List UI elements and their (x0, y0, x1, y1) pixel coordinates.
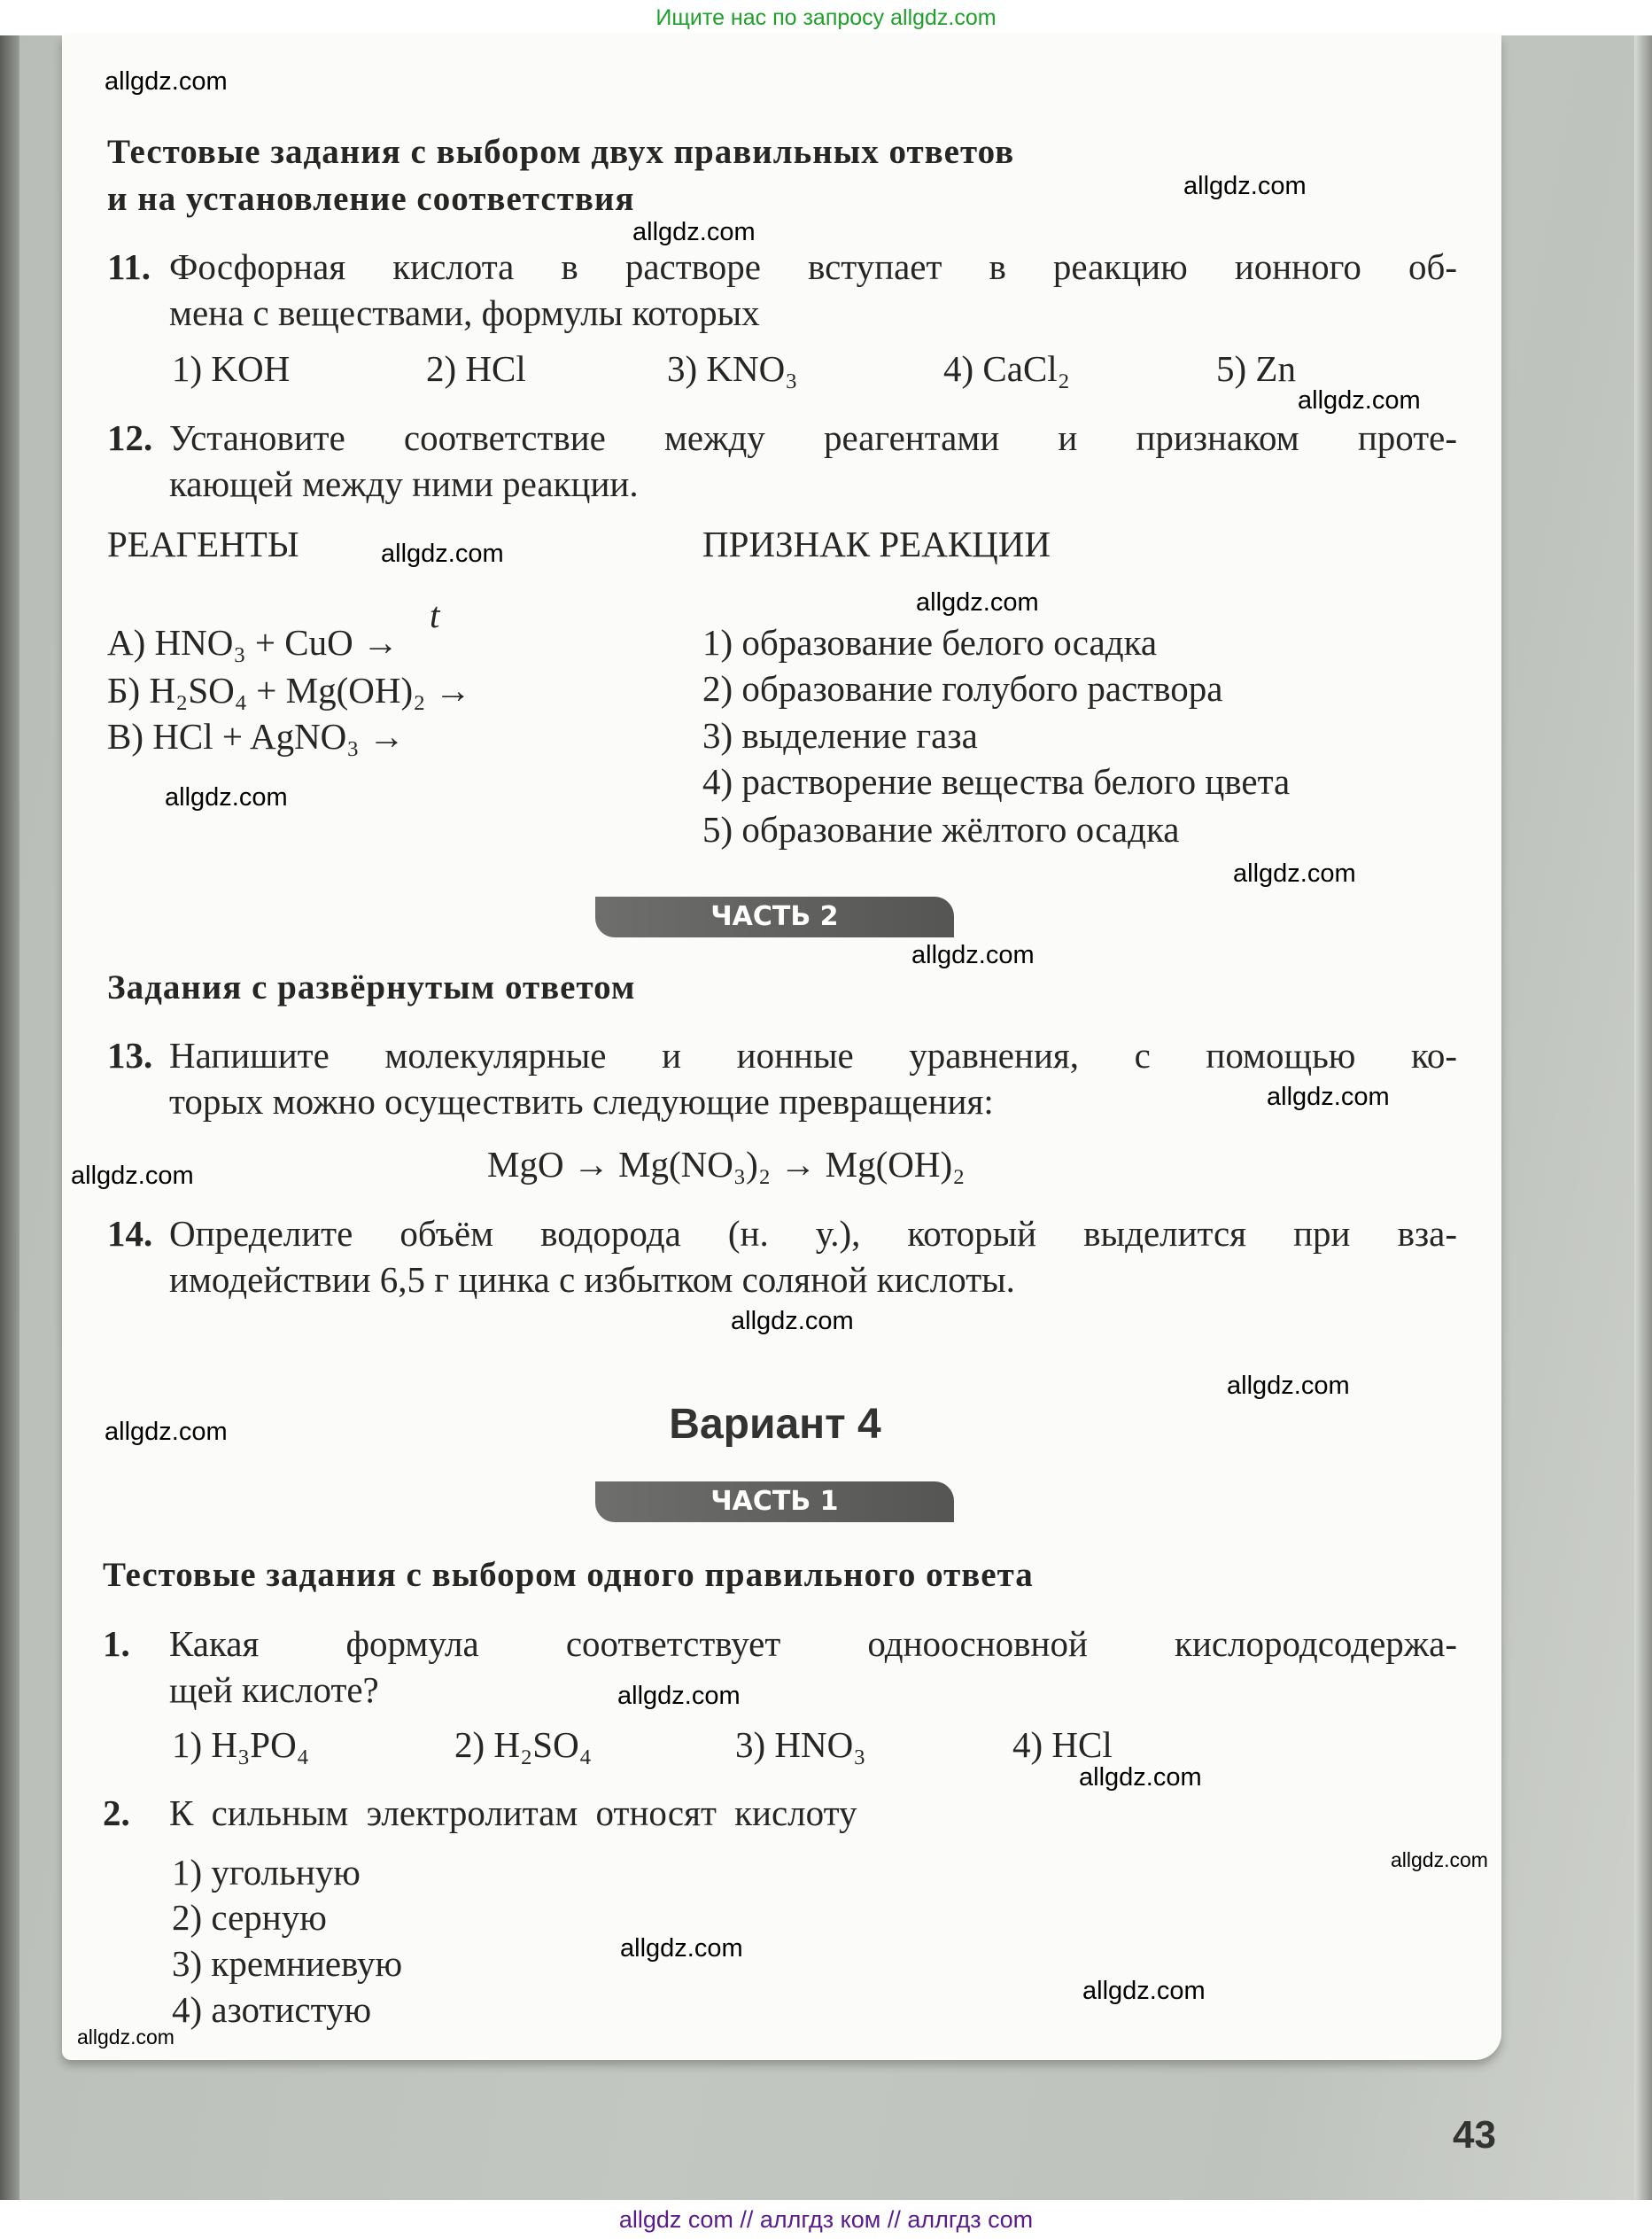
q14-text-line-2: имодействии 6,5 г цинка с избытком соляной кислоты. (169, 1259, 1015, 1300)
watermark: allgdz.com (165, 783, 288, 812)
q12-text-line-1: Установите соответствие между реагентами и признаком проте- (169, 417, 1457, 458)
reagent-a: А) HNO₃ + CuO → (107, 622, 399, 663)
part-1-label: ЧАСТЬ 1 (595, 1481, 954, 1522)
q12-text-line-2: кающей между ними реакции. (169, 463, 639, 504)
q12-number: 12. (107, 417, 153, 458)
q1-text-line-2: щей кислоте? (169, 1669, 379, 1710)
watermark: allgdz.com (1183, 172, 1307, 200)
book-spine (0, 35, 19, 2200)
q1-option-4: 4) HCl (1012, 1724, 1113, 1765)
q11-option-1: 1) KOH (172, 348, 291, 389)
watermark: allgdz.com (731, 1307, 854, 1335)
q13-text-line-1: Напишите молекулярные и ионные уравнения, с помощью ко- (169, 1035, 1457, 1076)
watermark: allgdz.com (617, 1682, 741, 1710)
reagent-b: Б) H₂SO₄ + Mg(OH)₂ → (107, 670, 471, 711)
watermark: allgdz.com (911, 941, 1035, 969)
sign-2: 2) образование голубого раствора (702, 668, 1223, 709)
sign-4: 4) растворение вещества белого цвета (702, 761, 1291, 802)
q13-text-line-2: торых можно осуществить следующие превращения: (169, 1081, 994, 1122)
watermark: allgdz.com (1298, 386, 1421, 415)
watermark: allgdz.com (1391, 1848, 1488, 1871)
q2-option-1: 1) угольную (172, 1852, 361, 1893)
q2-option-3: 3) кремниевую (172, 1943, 403, 1984)
watermark: allgdz.com (71, 1162, 194, 1190)
reagents-header: РЕАГЕНТЫ (107, 524, 299, 564)
watermark: allgdz.com (620, 1934, 743, 1963)
watermark: allgdz.com (105, 1418, 228, 1446)
part-2-heading: Задания с развёрнутым ответом (107, 968, 636, 1007)
sign-1: 1) образование белого осадка (702, 622, 1158, 663)
q2-option-2: 2) серную (172, 1897, 327, 1938)
q11-option-3: 3) KNO₃ (667, 348, 798, 389)
q11-text-line-1: Фосфорная кислота в растворе вступает в реакцию ионного об- (169, 246, 1457, 287)
watermark: allgdz.com (1082, 1977, 1206, 2005)
page-number: 43 (1453, 2113, 1496, 2157)
part-2-label: ЧАСТЬ 2 (595, 897, 954, 937)
page-edge (1634, 35, 1652, 2200)
section-heading-line-1: Тестовые задания с выбором двух правильных ответов (107, 133, 1015, 171)
q1-option-2: 2) H₂SO₄ (454, 1724, 593, 1765)
watermark: allgdz.com (1079, 1763, 1202, 1792)
q2-number: 2. (103, 1792, 130, 1833)
sign-5: 5) образование жёлтого осадка (702, 809, 1180, 850)
q1-option-1: 1) H₃PO₄ (172, 1724, 310, 1765)
watermark: allgdz.com (632, 218, 756, 246)
temperature-mark: t (430, 595, 440, 635)
q1-number: 1. (103, 1623, 130, 1664)
q11-option-2: 2) HCl (426, 348, 526, 389)
watermark: allgdz.com (916, 588, 1039, 617)
watermark: allgdz.com (1227, 1372, 1350, 1400)
q14-text-line-1: Определите объём водорода (н. у.), который выделится при вза- (169, 1213, 1457, 1254)
part-1-heading: Тестовые задания с выбором одного правильного ответа (103, 1556, 1034, 1594)
reaction-sign-header: ПРИЗНАК РЕАКЦИИ (702, 524, 1051, 564)
watermark: allgdz.com (77, 2025, 175, 2049)
q1-option-3: 3) HNO₃ (735, 1724, 866, 1765)
watermark: allgdz.com (1267, 1083, 1390, 1111)
q13-scheme: MgO → Mg(NO₃)₂ → Mg(OH)₂ (487, 1144, 966, 1185)
section-heading-line-2: и на установление соответствия (107, 180, 635, 218)
sign-3: 3) выделение газа (702, 715, 978, 756)
q14-number: 14. (107, 1213, 153, 1254)
q1-text-line-1: Какая формула соответствует одноосновной кислородсодержа- (169, 1623, 1457, 1664)
bottom-banner[interactable]: allgdz com // аллгдз ком // аллгдз com (0, 2200, 1652, 2239)
q2-text: К сильным электролитам относят кислоту (169, 1792, 857, 1833)
reagent-c: В) HCl + AgNO₃ → (107, 716, 405, 757)
watermark: allgdz.com (381, 540, 504, 568)
watermark: allgdz.com (105, 67, 228, 96)
q13-number: 13. (107, 1035, 153, 1076)
top-banner[interactable]: Ищите нас по запросу allgdz.com (0, 0, 1652, 35)
q11-option-5: 5) Zn (1216, 348, 1296, 389)
q11-option-4: 4) CaCl₂ (943, 348, 1070, 389)
q11-text-line-2: мена с веществами, формулы которых (169, 292, 760, 333)
q11-number: 11. (107, 246, 151, 287)
q2-option-4: 4) азотистую (172, 1989, 372, 2030)
variant-title: Вариант 4 (669, 1401, 881, 1448)
watermark: allgdz.com (1233, 859, 1356, 888)
